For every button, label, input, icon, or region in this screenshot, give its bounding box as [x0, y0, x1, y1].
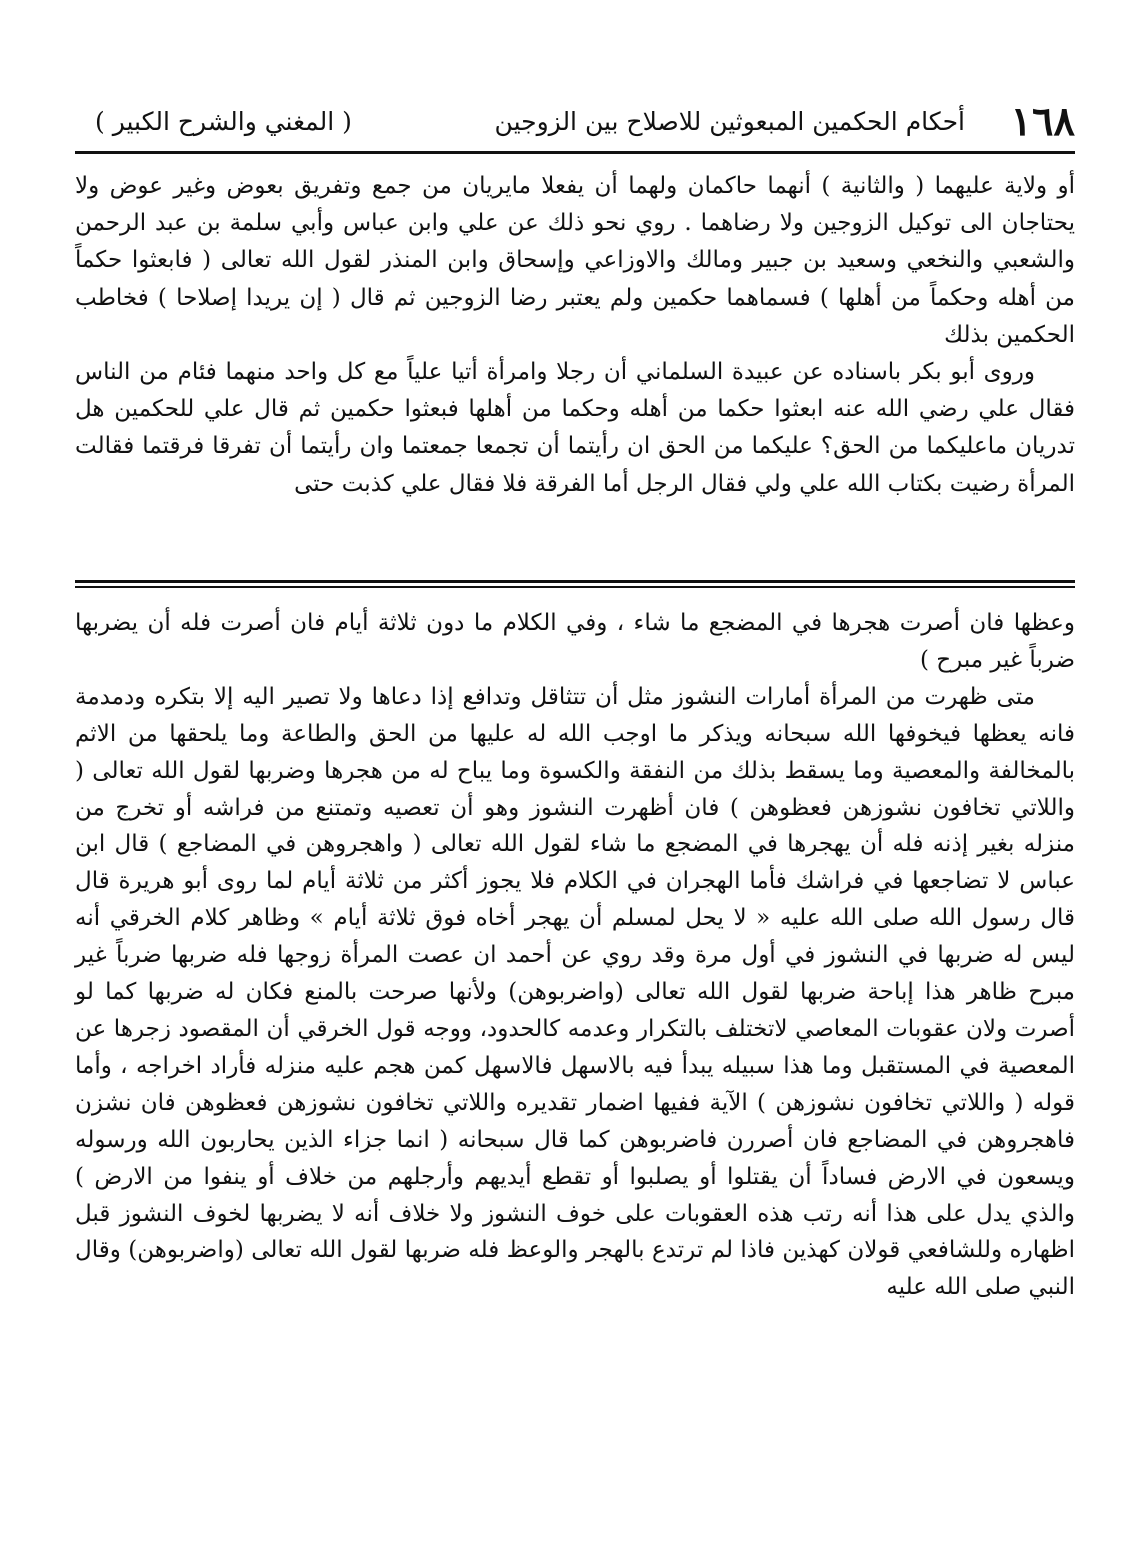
page-number: ١٦٨ [1010, 98, 1075, 145]
lower-section [75, 605, 1075, 1306]
upper-paragraph-2: وروى أبو بكر باسناده عن عبيدة السلماني أن رجلا وامرأة أتيا علياً مع كل واحد منهما فئام من الناس فقال علي رضي الله عنه ابعثوا حكما من أهله وحكما من أهلها فبعثوا حكمين ثم قال علي للحكمين هل تدريان ماعليكما من الحق؟ عليكما من الحق ان رأيتما أن تجمعا جمعتما وان رأيتما أن تفرقا فرقتما فقالت المرأة رضيت بكتاب الله علي ولي فقال الرجل أما الفرقة فلا فقال علي كذبت حتى [75, 359, 1075, 497]
upper-section [75, 168, 1075, 503]
section-divider-second [75, 586, 1075, 588]
running-title: أحكام الحكمين المبعوثين للاصلاح بين الزوجين [494, 107, 965, 136]
book-title: ( المغني والشرح الكبير ) [95, 107, 352, 136]
upper-paragraph-1: أو ولاية عليهما ( والثانية ) أنهما حاكمان ولهما أن يفعلا مايريان من جمع وتفريق بعوض وغير عوض ولا يحتاجان الى توكيل الزوجين ولا رضاهما . روي نحو ذلك عن علي وابن عباس وأبي سلمة بن عبد الرحمن والشعبي والنخعي وسعيد بن جبير ومالك والاوزاعي وإسحاق وابن المنذر لقول الله تعالى ( فابعثوا حكماً من أهله وحكماً من أهلها ) فسماهما حكمين ولم يعتبر رضا الزوجين ثم قال ( إن يريدا إصلاحا ) فخاطب الحكمين بذلك [75, 173, 1075, 348]
page-header [75, 96, 1075, 148]
lower-paragraph-1: وعظها فان أصرت هجرها في المضجع ما شاء ، وفي الكلام ما دون ثلاثة أيام فان أصرت فله أن يضربها ضرباً غير مبرح ) [75, 610, 1075, 673]
section-divider [75, 580, 1075, 583]
header-rule [75, 151, 1075, 154]
lower-paragraph-2: متى ظهرت من المرأة أمارات النشوز مثل أن تتثاقل وتدافع إذا دعاها ولا تصير اليه إلا بتكره ودمدمة فانه يعظها فيخوفها الله سبحانه ويذكر ما اوجب الله له عليها من الحق والطاعة وما يلحقها من الاثم بالمخالفة والمعصية وما يسقط بذلك من النفقة والكسوة وما يباح له من هجرها وضربها لقول الله تعالى ( واللاتي تخافون نشوزهن فعظوهن ) فان أظهرت النشوز وهو أن تعصيه وتمتنع من فراشه أو تخرج من منزله بغير إذنه فله أن يهجرها في المضجع ما شاء لقول الله تعالى ( واهجروهن في المضاجع ) قال ابن عباس لا تضاجعها في فراشك فأما الهجران في الكلام فلا يجوز أكثر من ثلاثة أيام لما روى أبو هريرة قال قال رسول الله صلى الله عليه « لا يحل لمسلم أن يهجر أخاه فوق ثلاثة أيام » وظاهر كلام الخرقي أنه ليس له ضربها في النشوز في أول مرة وقد روي عن أحمد ان عصت المرأة زوجها فله ضربها ضرباً غير مبرح ظاهر هذا إباحة ضربها لقول الله تعالى (واضربوهن) ولأنها صرحت بالمنع فكان له ضربها كما لو أصرت ولان عقوبات المعاصي لاتختلف بالتكرار وعدمه كالحدود، ووجه قول الخرقي أن المقصود زجرها عن المعصية في المستقبل وما هذا سبيله يبدأ فيه بالاسهل فالاسهل كمن هجم عليه منزله فأراد اخراجه ، وأما قوله ( واللاتي تخافون نشوزهن ) الآية ففيها اضمار تقديره واللاتي تخافون نشوزهن فعظوهن فان نشزن فاهجروهن في المضاجع فان أصررن فاضربوهن كما قال سبحانه ( انما جزاء الذين يحاربون الله ورسوله ويسعون في الارض فساداً أن يقتلوا أو يصلبوا أو تقطع أيديهم وأرجلهم من خلاف أو ينفوا من الارض ) والذي يدل على هذا أنه رتب هذه العقوبات على خوف النشوز ولا خلاف أنه لا يضربها لخوف النشوز قبل اظهاره وللشافعي قولان كهذين فاذا لم ترتدع بالهجر والوعظ فله ضربها لقول الله تعالى (واضربوهن) وقال النبي صلى الله عليه [75, 683, 1075, 1301]
